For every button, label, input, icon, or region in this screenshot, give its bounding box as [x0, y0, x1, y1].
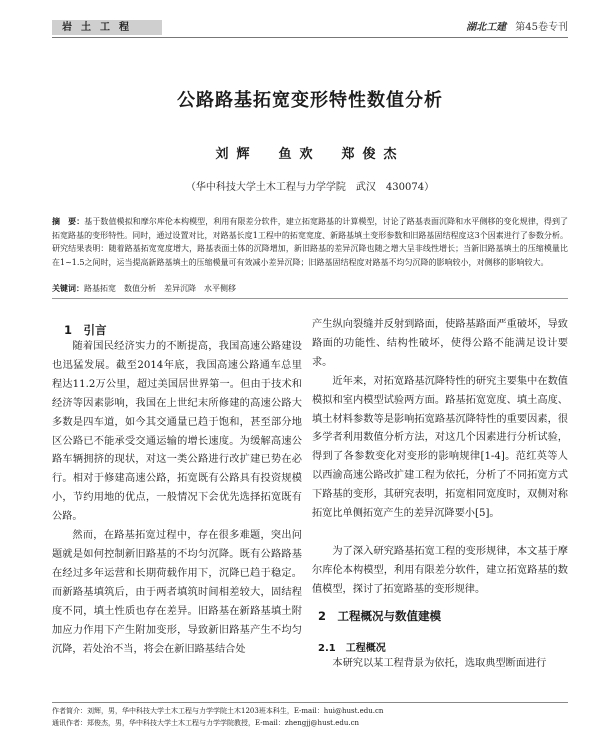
paper-title: 公路路基拓宽变形特性数值分析	[177, 90, 443, 111]
journal-header	[410, 18, 568, 33]
left-column	[52, 338, 302, 659]
corresponding-author-footnote: 通讯作者：郑俊杰，男，华中科技大学土木工程与力学学院教授，E-mail：zhengjj@hust.edu.cn	[52, 719, 359, 727]
intro-paragraph-2: 然而，在路基拓宽过程中，存在很多难题，突出问题就是如何控制新旧路基的不均匀沉降。既有公路路基在经过多年运营和长期荷载作用下，沉降已趋于稳定。而新路基填筑后，由于两者填筑时间相差较大，固结程度不同，填土性质也存在差异。旧路基在新路基填土附加应力作用下产生附加变形，导致新旧路基产生不均匀沉降，若处治不当，将会在新旧路基结合处	[52, 530, 302, 655]
issue-label: 第45卷专刊	[515, 22, 568, 33]
footnotes	[52, 705, 568, 729]
intro-paragraph-1: 随着国民经济实力的不断提高，我国高速公路建设也迅猛发展。截至2014年底，我国高速公路通车总里程达11.2万公里，超过美国居世界第一。但由于技术和经济等因素影响，我国在上世纪末所修建的高速公路大多数是四车道，如今其交通量已趋于饱和，甚至部分地区公路已不能承受交通运输的增长速度。为缓解高速公路车辆拥挤的现状，对这一类公路进行改扩建已势在必行。相对于修建高速公路，拓宽既有公路具有投资规模小，节约用地的优点，一般情况下会优先选择拓宽既有公路。	[52, 341, 302, 523]
journal-name: 湖北工建	[466, 22, 507, 33]
authors: 刘辉 鱼欢 郑俊杰	[215, 147, 405, 162]
keywords	[52, 282, 568, 295]
keywords-text: 路基拓宽 数值分析 差异沉降 水平侧移	[84, 284, 236, 293]
section-2-heading: 2 工程概况与数值建模	[318, 609, 442, 623]
intro-paragraph-3: 近年来，对拓宽路基沉降特性的研究主要集中在数值模拟和室内模型试验两方面。路基拓宽宽度、填土高度、填土材料参数等是影响拓宽路基沉降特性的重要因素，很多学者利用数值分析方法，对这几个因素进行分析试验，得到了各参数变化对变形的影响规律[1-4]。范红英等人以西渝高速公路改扩建工程为依托，分析了不同拓宽方式下路基的变形，其研究表明，拓宽相同宽度时，双侧对称拓宽比单侧拓宽产生的差异沉降要小[5]。	[312, 375, 568, 520]
keywords-label: 关键词：	[52, 283, 84, 293]
author-bio-footnote: 作者简介：刘辉，男，华中科技大学土木工程与力学学院土木1203班本科生，E-mail：hui@hust.edu.cn	[52, 707, 384, 715]
section-1-heading: 1 引言	[64, 323, 107, 337]
header-divider	[52, 37, 568, 38]
abstract-divider	[52, 298, 568, 299]
right-column-top	[312, 316, 568, 524]
footnote-divider	[52, 702, 568, 703]
section-2-1-paragraph: 本研究以某工程背景为依托，选取典型断面进行	[332, 658, 547, 669]
right-column-middle	[312, 543, 568, 600]
abstract	[52, 215, 568, 269]
intro-paragraph-4: 为了深入研究路基拓宽工程的变形规律，本文基于摩尔库伦本构模型，利用有限差分软件，建立拓宽路基的数值模型，探讨了拓宽路基的变形规律。	[312, 546, 568, 595]
abstract-label: 摘 要：	[52, 216, 85, 226]
subsection-2-1-heading: 2.1 工程概况	[318, 643, 386, 654]
affiliation: （华中科技大学土木工程与力学学院 武汉 430074）	[185, 182, 435, 193]
section-tag: 岩土工程	[52, 20, 162, 35]
right-column-bottom	[312, 655, 568, 674]
abstract-text: 基于数值模拟和摩尔库伦本构模型，利用有限差分软件，建立拓宽路基的计算模型，讨论了路基表面沉降和水平侧移的变化规律，得到了拓宽路基的变形特性。同时，通过设置对比，对路基长度1工程中的拓宽宽度、新路基填土变形参数和旧路基固结程度这3个因素进行了参数分析。研究结果表明：随着路基拓宽宽度增大，路基表面土体的沉降增加，新旧路基的差异沉降也随之增大呈非线性增长；当新旧路基填土的压缩模量比在1~1.5之间时，运当提高新路基填土的压缩模量可有效减小差异沉降；旧路基固结程度对路基不均匀沉降的影响较小，对侧移的影响较大。	[52, 217, 569, 267]
intro-paragraph-2-continued: 产生纵向裂缝并反射到路面，使路基路面严重破坏，导致路面的功能性、结构性破坏，使得公路不能满足设计要求。	[312, 319, 568, 368]
